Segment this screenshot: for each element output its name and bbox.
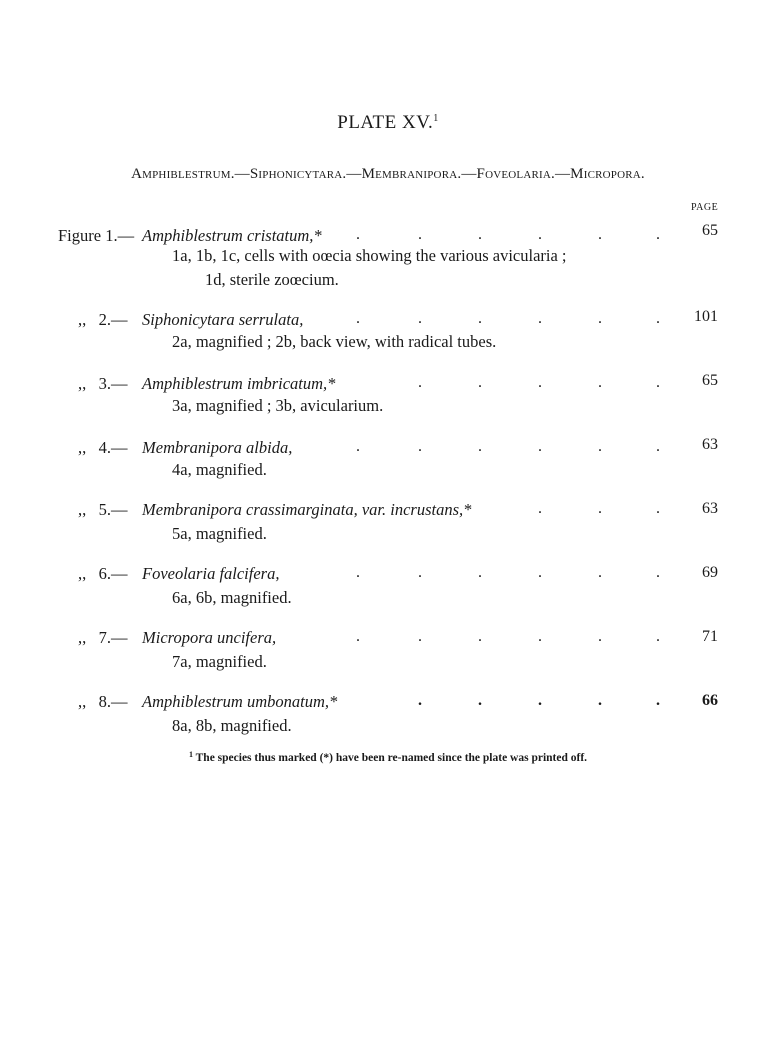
page-number: 63 bbox=[702, 436, 718, 453]
leader-dots: . bbox=[356, 226, 360, 243]
figure-description: 4a, magnified. bbox=[172, 460, 267, 479]
species-name: Membranipora crassimarginata, var. incrustans,* bbox=[142, 500, 472, 519]
figure-description: 1d, sterile zoœcium. bbox=[205, 270, 339, 289]
leader-dot: . bbox=[478, 374, 482, 391]
leader-dot: . bbox=[478, 438, 482, 455]
page-number: 101 bbox=[694, 308, 718, 325]
leader-dot: . bbox=[538, 374, 542, 391]
leader-dot: . bbox=[418, 692, 422, 709]
leader-dot: . bbox=[656, 500, 660, 517]
figure-description: 2a, magnified ; 2b, back view, with radical tubes. bbox=[172, 332, 497, 351]
leader-dot: . bbox=[418, 628, 422, 645]
page-number: 65 bbox=[702, 372, 718, 389]
figure-description: 8a, 8b, magnified. bbox=[172, 716, 292, 735]
figure-number: ,, 4.— bbox=[78, 438, 128, 457]
footnote-text: The species thus marked (*) have been re-named since the plate was printed off. bbox=[195, 752, 588, 764]
leader-dot: . bbox=[478, 628, 482, 645]
leader-dot: . bbox=[538, 628, 542, 645]
leader-dot: . bbox=[598, 226, 602, 243]
leader-dot: . bbox=[656, 438, 660, 455]
figure-number: ,, 2.— bbox=[78, 310, 128, 329]
species-name: Micropora uncifera, bbox=[142, 628, 277, 647]
species-name: Membranipora albida, bbox=[142, 438, 293, 457]
footnote-mark: 1 bbox=[433, 113, 439, 124]
leader-dot: . bbox=[418, 374, 422, 391]
leader-dot: . bbox=[538, 310, 542, 327]
species-name: Foveolaria falcifera, bbox=[142, 564, 280, 583]
page-column-header: PAGE bbox=[691, 202, 719, 213]
leader-dot: . bbox=[656, 310, 660, 327]
leader-dot: . bbox=[598, 438, 602, 455]
species-name: Amphiblestrum imbricatum,* bbox=[142, 374, 336, 393]
leader-dot: . bbox=[418, 438, 422, 455]
figure-number: Figure 1.— bbox=[58, 226, 135, 245]
footnote bbox=[0, 750, 776, 764]
figure-description: 1a, 1b, 1c, cells with oœcia showing the various avicularia ; bbox=[172, 246, 567, 265]
figure-description: 6a, 6b, magnified. bbox=[172, 588, 292, 607]
leader-dot: . bbox=[356, 628, 360, 645]
leader-dot: . bbox=[598, 310, 602, 327]
leader-dot: . bbox=[478, 564, 482, 581]
leader-dot: . bbox=[356, 564, 360, 581]
figure-number: ,, 5.— bbox=[78, 500, 128, 519]
figure-number: ,, 8.— bbox=[78, 692, 128, 711]
leader-dot: . bbox=[478, 310, 482, 327]
leader-dot: . bbox=[656, 374, 660, 391]
leader-dot: . bbox=[598, 692, 602, 709]
figure-number: ,, 3.— bbox=[78, 374, 128, 393]
page-number: 65 bbox=[702, 222, 718, 239]
species-name: Amphiblestrum umbonatum,* bbox=[142, 692, 338, 711]
leader-dot: . bbox=[656, 564, 660, 581]
leader-dot: . bbox=[478, 226, 482, 243]
leader-dot: . bbox=[656, 628, 660, 645]
page-number: 69 bbox=[702, 564, 718, 581]
species-name: Siphonicytara serrulata, bbox=[142, 310, 304, 329]
leader-dot: . bbox=[598, 628, 602, 645]
figure-description: 3a, magnified ; 3b, avicularium. bbox=[172, 396, 384, 415]
leader-dot: . bbox=[538, 500, 542, 517]
leader-dot: . bbox=[538, 226, 542, 243]
leader-dot: . bbox=[418, 310, 422, 327]
leader-dot: . bbox=[356, 438, 360, 455]
genera-line: Amphiblestrum.—Siphonicytara.—Membranipora.—Foveolaria.—Micropora. bbox=[131, 166, 645, 182]
figure-description: 5a, magnified. bbox=[172, 524, 267, 543]
leader-dot: . bbox=[418, 564, 422, 581]
leader-dot: . bbox=[356, 310, 360, 327]
leader-dot: . bbox=[656, 226, 660, 243]
plate-title: PLATE XV.$^1$ bbox=[337, 112, 439, 133]
page-number: 66 bbox=[702, 692, 718, 709]
leader-dot: . bbox=[538, 692, 542, 709]
leader-dot: . bbox=[598, 500, 602, 517]
figure-number: ,, 6.— bbox=[78, 564, 128, 583]
page-number: 71 bbox=[702, 628, 718, 645]
leader-dot: . bbox=[478, 692, 482, 709]
leader-dot: . bbox=[538, 438, 542, 455]
leader-dot: . bbox=[538, 564, 542, 581]
leader-dot: . bbox=[656, 692, 660, 709]
leader-dot: . bbox=[598, 374, 602, 391]
figure-description: 7a, magnified. bbox=[172, 652, 267, 671]
footnote-number: 1 bbox=[188, 750, 193, 759]
species-name: Amphiblestrum cristatum,* bbox=[142, 226, 322, 245]
page-number: 63 bbox=[702, 500, 718, 517]
leader-dot: . bbox=[418, 226, 422, 243]
figure-number: ,, 7.— bbox=[78, 628, 128, 647]
leader-dot: . bbox=[598, 564, 602, 581]
